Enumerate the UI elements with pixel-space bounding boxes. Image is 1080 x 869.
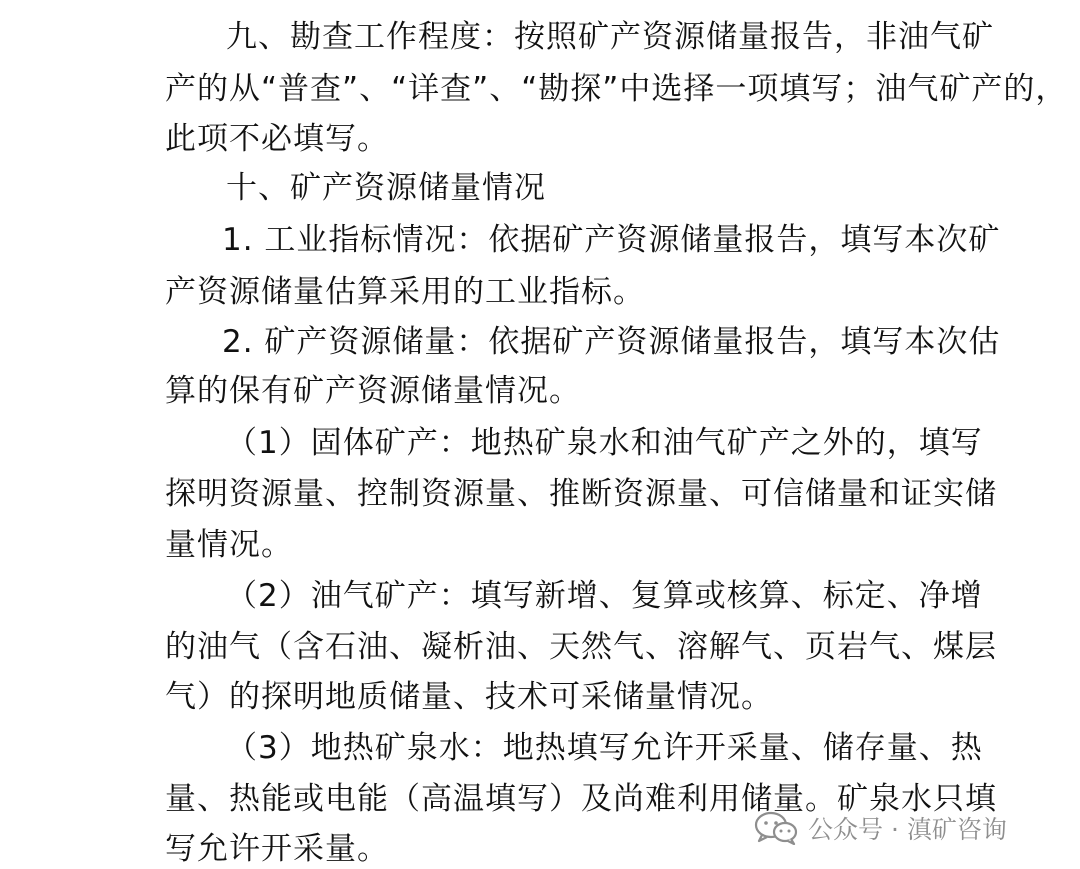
section-heading: 十、矿产资源储量情况 [226, 170, 546, 206]
text-line: 九、勘查工作程度：按照矿产资源储量报告，非油气矿 [226, 19, 994, 55]
text-line: （1）固体矿产：地热矿泉水和油气矿产之外的，填写 [226, 425, 983, 461]
text-line: 2. 矿产资源储量：依据矿产资源储量报告，填写本次估 [222, 324, 1001, 360]
text-line: 量、热能或电能（高温填写）及尚难利用储量。矿泉水只填 [165, 781, 997, 817]
wechat-watermark [754, 808, 1007, 848]
watermark-text: 公众号 · 滇矿咨询 [808, 815, 1007, 844]
text-line: 算的保有矿产资源储量情况。 [165, 373, 581, 409]
text-line: （3）地热矿泉水：地热填写允许开采量、储存量、热 [226, 730, 983, 766]
wechat-icon [754, 811, 798, 845]
text-line: 写允许开采量。 [165, 831, 389, 867]
text-line: 气）的探明地质储量、技术可采储量情况。 [165, 679, 773, 715]
text-line: 1. 工业指标情况：依据矿产资源储量报告，填写本次矿 [222, 222, 1001, 258]
text-line: 的油气（含石油、凝析油、天然气、溶解气、页岩气、煤层 [165, 629, 997, 665]
text-line: （2）油气矿产：填写新增、复算或核算、标定、净增 [226, 578, 983, 614]
text-line: 探明资源量、控制资源量、推断资源量、可信储量和证实储 [165, 476, 997, 512]
text-line: 产的从“普查”、“详查”、“勘探”中选择一项填写；油气矿产的， [165, 71, 1068, 107]
text-line: 此项不必填写。 [165, 121, 389, 157]
text-line: 量情况。 [165, 527, 293, 563]
text-line: 产资源储量估算采用的工业指标。 [165, 274, 645, 310]
